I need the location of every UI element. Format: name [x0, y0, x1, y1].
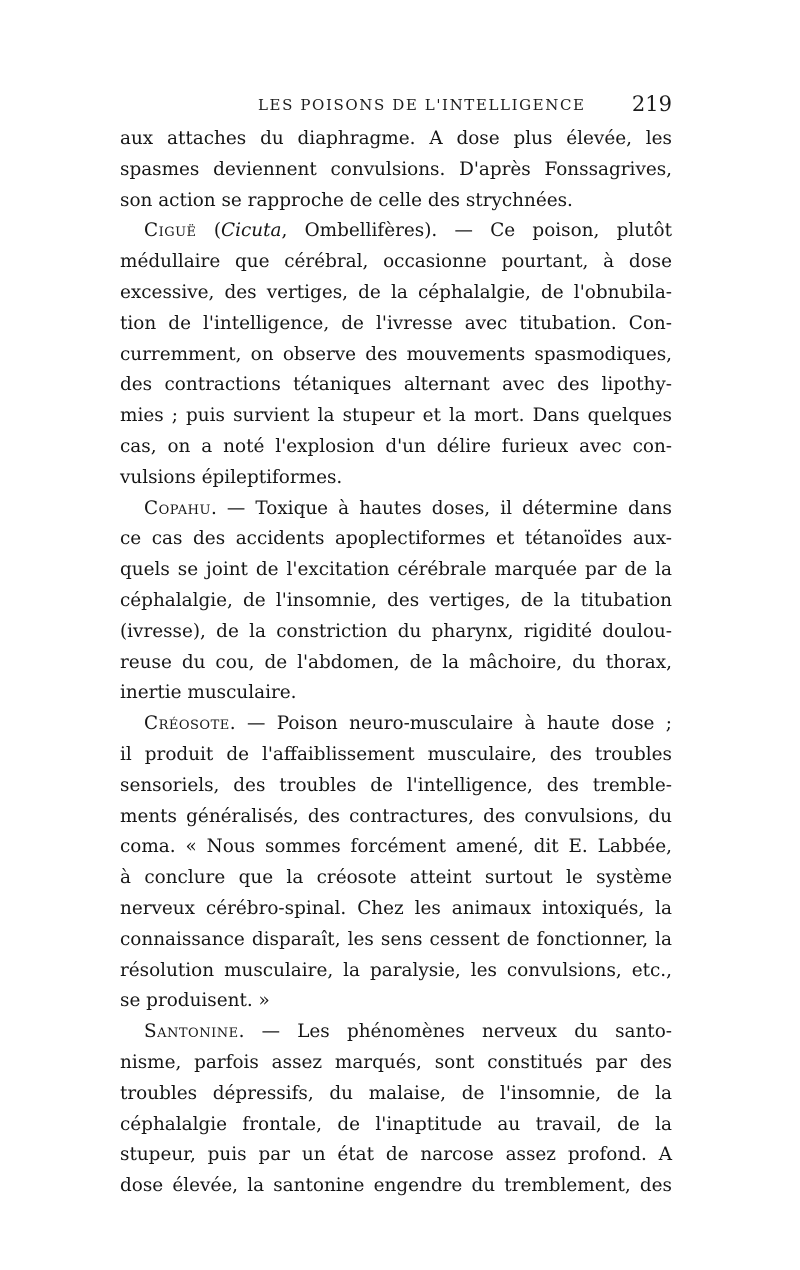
text-line: ce cas des accidents apoplectiformes et tétanoïdes aux-	[120, 528, 672, 550]
entry-term-copahu: Copahu	[144, 497, 211, 519]
open-paren: (	[213, 220, 222, 242]
entry-text: . — Poison neuro-musculaire à haute dose ;	[229, 713, 672, 735]
text-line: connaissance disparaît, les sens cessent de fonctionner, la	[120, 928, 672, 950]
text-line: dose élevée, la santonine engendre du tremblement, des	[120, 1175, 672, 1197]
entry-text: . — Toxique à hautes doses, il détermine dans	[210, 497, 672, 519]
entry-term-creosote: Créosote	[144, 713, 230, 735]
text-line: sensoriels, des troubles de l'intelligence, des tremble-	[120, 774, 672, 796]
text-line: se produisent. »	[120, 990, 270, 1012]
text-line: il produit de l'affaiblissement musculaire, des troubles	[120, 743, 672, 765]
page-number: 219	[631, 92, 672, 116]
body-text	[120, 124, 672, 1202]
text-line: spasmes deviennent convulsions. D'après Fonssagrives,	[120, 158, 672, 180]
text-line: des contractions tétaniques alternant avec des lipothy-	[120, 374, 672, 396]
text-line: ments généralisés, des contractures, des convulsions, du	[120, 805, 672, 827]
latin-name-cicuta: Cicuta	[221, 220, 282, 242]
text-line: mies ; puis survient la stupeur et la mort. Dans quelques	[120, 405, 672, 427]
text-line: céphalalgie, de l'insomnie, des vertiges, de la titubation	[120, 589, 672, 611]
entry-text: . — Les phénomènes nerveux du santo-	[238, 1021, 672, 1043]
text-line: inertie musculaire.	[120, 682, 297, 704]
text-line: aux attaches du diaphragme. A dose plus élevée, les	[120, 128, 672, 149]
entry-heading-line	[120, 709, 672, 740]
entry-term-cigue: Ciguë	[144, 220, 197, 242]
text-line: son action se rapproche de celle des strychnées.	[120, 189, 573, 211]
text-line: cas, on a noté l'explosion d'un délire furieux avec con-	[120, 435, 672, 457]
text-line: (ivresse), de la constriction du pharynx, rigidité doulou-	[120, 620, 672, 642]
running-title: LES POISONS DE L'INTELLIGENCE	[258, 96, 586, 114]
text-line: troubles dépressifs, du malaise, de l'insomnie, de la	[120, 1082, 672, 1104]
text-line: stupeur, puis par un état de narcose assez profond. A	[120, 1144, 672, 1166]
text-line: médullaire que cérébral, occasionne pourtant, à dose	[120, 251, 672, 273]
text-line: curremment, on observe des mouvements spasmodiques,	[120, 343, 672, 365]
text-line: nerveux cérébro-spinal. Chez les animaux intoxiqués, la	[120, 897, 672, 919]
running-head	[120, 90, 672, 122]
text-line: nisme, parfois assez marqués, sont constitués par des	[120, 1051, 672, 1073]
text-line: coma. « Nous sommes forcément amené, dit E. Labbée,	[120, 836, 672, 858]
text-line: excessive, des vertiges, de la céphalalgie, de l'obnubila-	[120, 281, 672, 303]
entry-heading-line	[120, 1017, 672, 1048]
text-line: tion de l'intelligence, de l'ivresse avec titubation. Con-	[120, 312, 672, 334]
text-line: céphalalgie frontale, de l'inaptitude au travail, de la	[120, 1113, 672, 1135]
text-line: résolution musculaire, la paralysie, les convulsions, etc.,	[120, 959, 672, 981]
text-line: à conclure que la créosote atteint surtout le système	[120, 867, 672, 889]
entry-heading-line	[120, 494, 672, 525]
text-line: quels se joint de l'excitation cérébrale marquée par de la	[120, 559, 672, 581]
entry-text: , Ombellifères). — Ce poison, plutôt	[281, 220, 672, 242]
text-line: reuse du cou, de l'abdomen, de la mâchoire, du thorax,	[120, 651, 672, 673]
entry-term-santonine: Santonine	[144, 1021, 239, 1043]
entry-heading-line	[120, 216, 672, 247]
text-line: vulsions épileptiformes.	[120, 466, 343, 488]
